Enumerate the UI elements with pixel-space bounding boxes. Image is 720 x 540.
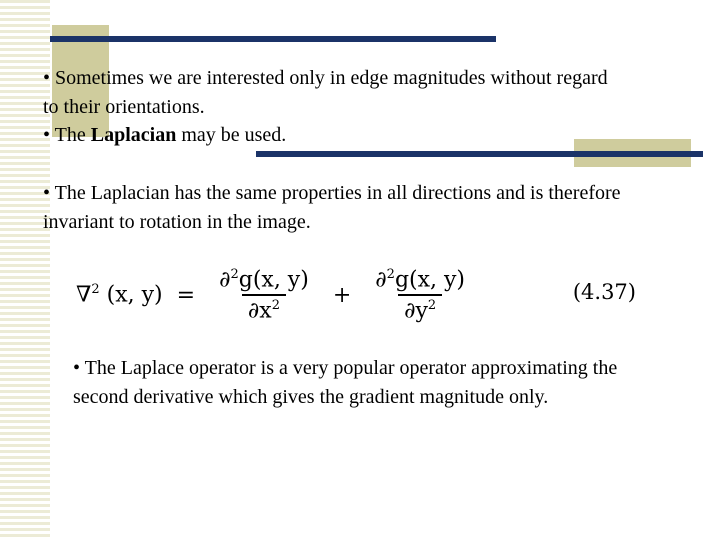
bullet-rotation-invariance: • The Laplacian has the same properties in all directions and is therefore invariant to rotation in the image. xyxy=(43,182,621,233)
function-g: g(x, y) xyxy=(394,267,466,292)
equation-lhs xyxy=(76,282,163,307)
fraction-xx-numerator xyxy=(213,267,315,294)
x-power: 2 xyxy=(271,298,280,313)
decorative-bar-right xyxy=(256,151,703,157)
equation-number: (4.37) xyxy=(572,280,636,304)
laplacian-term: Laplacian xyxy=(90,124,177,146)
partial-symbol: ∂ xyxy=(375,267,387,292)
partial-symbol: ∂ xyxy=(219,267,231,292)
equation-body xyxy=(76,262,475,328)
bullet1-line3 xyxy=(43,121,719,150)
partial-power: 2 xyxy=(230,266,239,282)
nabla-power: 2 xyxy=(91,282,100,298)
fraction-yy-denominator xyxy=(398,294,442,323)
y-power: 2 xyxy=(427,298,437,313)
bullet-laplace-operator: • The Laplace operator is a very popular operator approximating the second derivative which gives the gradient magnitude only. xyxy=(73,357,618,408)
decorative-bar-top xyxy=(50,36,496,42)
bullet1-line2: to their orientations. xyxy=(43,95,205,118)
equals-sign: = xyxy=(176,282,196,308)
partial-y: ∂y xyxy=(404,298,428,324)
partial-x: ∂x xyxy=(247,298,272,324)
partial-power: 2 xyxy=(386,266,395,282)
fraction-xx-denominator xyxy=(242,294,286,323)
fraction-yy-numerator xyxy=(369,267,471,294)
bullet1-line3-pre: • The xyxy=(43,124,91,146)
function-g: g(x, y) xyxy=(238,267,309,292)
bullet-edge-magnitudes xyxy=(43,64,719,150)
bullet1-line1: • Sometimes we are interested only in edge magnitudes without regard xyxy=(43,67,608,89)
bullet1-line3-post: may be used. xyxy=(176,124,287,146)
laplacian-equation xyxy=(76,262,636,328)
lhs-args: (x, y) xyxy=(99,282,163,308)
nabla-symbol: ∇ xyxy=(76,282,92,308)
fraction-xx xyxy=(213,267,315,324)
plus-sign: + xyxy=(332,282,352,308)
fraction-yy xyxy=(369,267,471,324)
